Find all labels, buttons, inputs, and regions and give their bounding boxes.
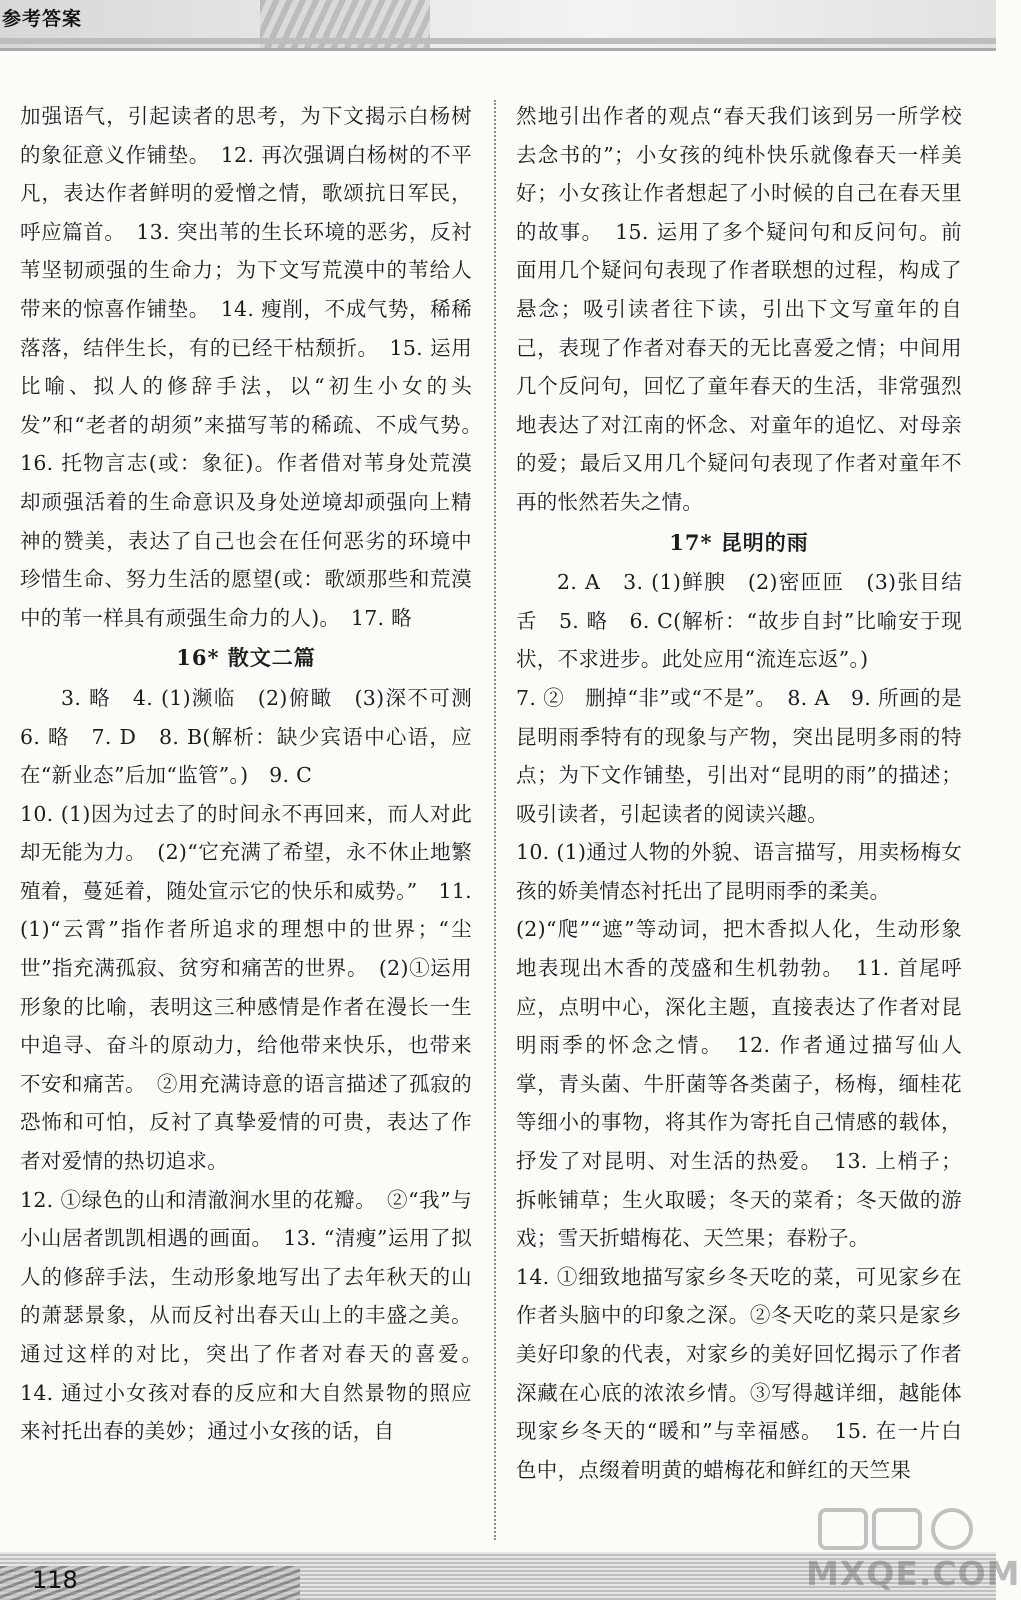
answer-paragraph: 然地引出作者的观点“春天我们该到另一所学校去念书的”；小女孩的纯朴快乐就像春天一样美好；小女孩让作者想起了小时候的自己在春天里的故事。 15. 运用了多个疑问句和反问句。前面用几个疑问句表现了作者联想的过程，构成了悬念；吸引读者往下读，引出下文写童年的自己，表现了作者对春天的无比喜爱之情；中间用几个反问句，回忆了童年春天的生活，非常强烈地表达了对江南的怀念、对童年的追忆、对母亲的爱；最后又用几个疑问句表现了作者对童年不再的怅然若失之情。 [516, 104, 962, 514]
answer-paragraph: 2. A 3. (1)鲜腴 (2)密匝匝 (3)张目结舌 5. 略 6. C(解析：“故步自封”比喻安于现状，不求进步。此处应用“流连忘返”。) [516, 570, 962, 672]
section-heading: 17* 昆明的雨 [669, 529, 809, 555]
answer-paragraph: (2)“爬”“遮”等动词，把木香拟人化，生动形象地表现出木香的茂盛和生机勃勃。 11. 首尾呼应，点明中心，深化主题，直接表达了作者对昆明雨季的怀念之情。 12. 作者通过描写仙人掌，青头菌、牛肝菌等各类菌子，杨梅，缅桂花等细小的事物，将其作为寄托自己情感的载体，抒发了对昆明、对生活的热爱。 13. 上梢子；拆帐铺草；生火取暖；冬天的菜肴；冬天做的游戏；雪天折蜡梅花、天竺果；春粉子。 [516, 917, 962, 1251]
page-number: 118 [32, 1566, 78, 1594]
watermark-logo-icon [800, 1502, 990, 1562]
header-label: 参考答案 [2, 8, 83, 30]
answer-paragraph: 12. ①绿色的山和清澈涧水里的花瓣。 ②“我”与小山居者凯凯相遇的画面。 13. “清瘦”运用了拟人的修辞手法，生动形象地写出了去年秋天的山的萧瑟景象，从而反衬出春天山上的丰盛之美。通过这样的对比，突出了作者对春天的喜爱。 14. 通过小女孩对春的反应和大自然景物的照应来衬托出春的美妙；通过小女孩的话，自 [20, 1187, 493, 1444]
answer-paragraph: 3. 略 4. (1)濒临 (2)俯瞰 (3)深不可测 6. 略 7. D 8. B(解析：缺少宾语中心语，应在“新业态”后加“监管”。) 9. C [20, 685, 493, 788]
answer-paragraph: 7. ② 删掉“非”或“不是”。 8. A 9. 所画的是昆明雨季特有的现象与产物，突出昆明多雨的特点；为下文作铺垫，引出对“昆明的雨”的描述；吸引读者，引起读者的阅读兴趣。 [516, 685, 962, 826]
answer-paragraph: 14. ①细致地描写家乡冬天吃的菜，可见家乡在作者头脑中的印象之深。②冬天吃的菜只是家乡美好印象的代表，对家乡的美好回忆揭示了作者深藏在心底的浓浓乡情。③写得越详细，越能体现家乡冬天的“暖和”与幸福感。 15. 在一片白色中，点缀着明黄的蜡梅花和鲜红的天竺果 [516, 1264, 962, 1482]
right-column [516, 97, 962, 1489]
left-column [20, 97, 493, 1451]
watermark-text: MXQE.COM [806, 1554, 1021, 1593]
banner-stripe [0, 38, 996, 44]
answer-paragraph: 10. (1)因为过去了的时间永不再回来，而人对此却无能为力。 (2)“它充满了希望，永不休止地繁殖着，蔓延着，随处宣示它的快乐和威势。” 11. (1)“云霄”指作者所追求的理想中的世界；“尘世”指充满孤寂、贫穷和痛苦的世界。 (2)①运用形象的比喻，表明这三种感情是作者在漫长一生中追寻、奋斗的原动力，给他带来快乐，也带来不安和痛苦。 ②用充满诗意的语言描述了孤寂的恐怖和可怕，反衬了真挚爱情的可贵，表达了作者对爱情的热切追求。 [20, 801, 472, 1174]
watermark-logo [800, 1502, 1021, 1597]
header-banner [0, 0, 996, 51]
column-divider [494, 100, 496, 1540]
section-heading: 16* 散文二篇 [176, 645, 316, 671]
answer-paragraph: 10. (1)通过人物的外貌、语言描写，用卖杨梅女孩的娇美情态衬托出了昆明雨季的柔美。 [516, 840, 962, 903]
answer-paragraph: 加强语气，引起读者的思考，为下文揭示白杨树的象征意义作铺垫。 12. 再次强调白杨树的不平凡，表达作者鲜明的爱憎之情，歌颂抗日军民，呼应篇首。 13. 突出苇的生长环境的恶劣，反衬苇坚韧顽强的生命力；为下文写荒漠中的苇给人带来的惊喜作铺垫。 14. 瘦削，不成气势，稀稀落落，结伴生长，有的已经干枯颓折。 15. 运用比喻、拟人的修辞手法，以“初生小女的头发”和“老者的胡须”来描写苇的稀疏、不成气势。 16. 托物言志(或：象征)。作者借对苇身处荒漠却顽强活着的生命意识及身处逆境却顽强向上精神的赞美，表达了自己也会在任何恶劣的环境中珍惜生命、努力生活的愿望(或：歌颂那些和荒漠中的苇一样具有顽强生命力的人)。 17. 略 [20, 104, 493, 630]
